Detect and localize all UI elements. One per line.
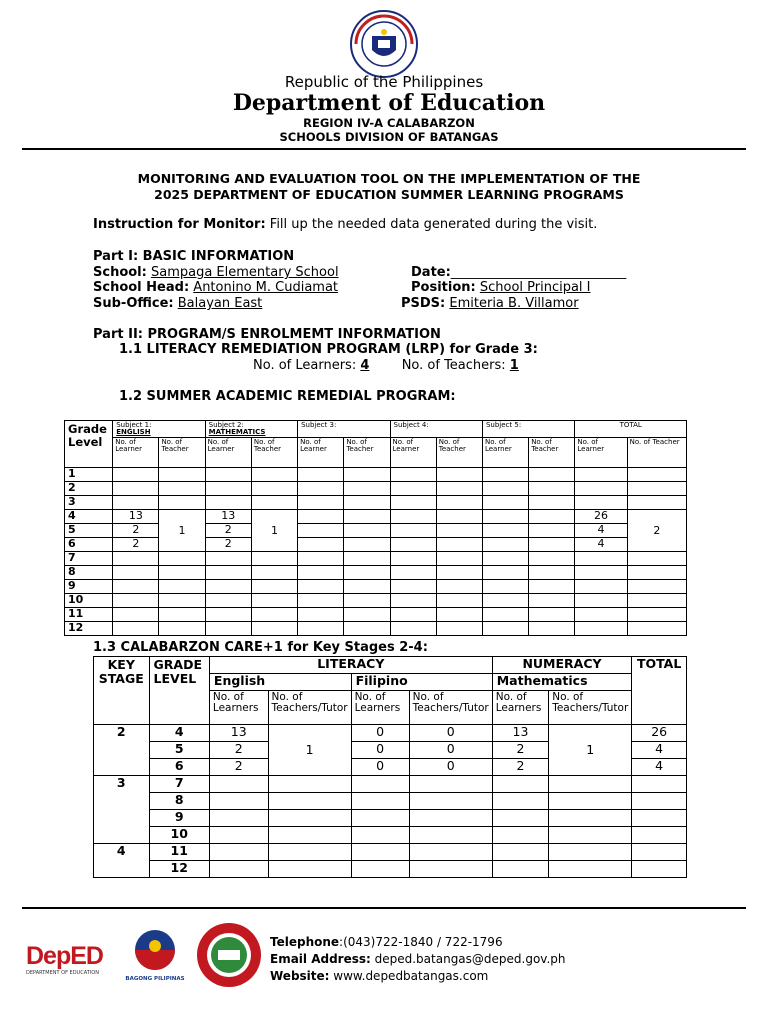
website-row xyxy=(270,968,566,985)
table-row xyxy=(65,566,687,580)
phone-value: :(043)722-1840 / 722-1796 xyxy=(339,935,503,949)
total-learners-g6: 4 xyxy=(575,538,627,552)
learners-label: No. of Learners: xyxy=(253,358,357,373)
psds-value: Emiteria B. Villamor xyxy=(449,296,579,311)
instruction-label: Instruction for Monitor: xyxy=(93,217,266,232)
table-row xyxy=(65,552,687,566)
filipino-header: Filipino xyxy=(351,674,492,691)
subject3-header: Subject 3: xyxy=(298,421,390,438)
table-row xyxy=(94,793,687,810)
table-row xyxy=(94,810,687,827)
grade-cell: 1 xyxy=(65,468,113,482)
grade-level-header: GRADE LEVEL xyxy=(149,657,209,725)
bagong-pilipinas-logo xyxy=(122,928,188,984)
phone-row xyxy=(270,934,566,951)
col-teacher: No. of Teacher xyxy=(159,438,205,468)
table-row xyxy=(65,622,687,636)
table-row xyxy=(65,482,687,496)
subject2-header xyxy=(205,421,297,438)
eng-learners-g4: 13 xyxy=(209,725,268,742)
footer-divider xyxy=(22,907,746,909)
subject4-header: Subject 4: xyxy=(390,421,482,438)
grade-cell: 10 xyxy=(149,827,209,844)
instruction xyxy=(93,217,597,232)
grade-cell: 7 xyxy=(149,776,209,793)
math-teachers: 1 xyxy=(251,510,297,552)
position-row xyxy=(411,280,591,295)
total-teachers: 2 xyxy=(627,510,686,552)
deped-logo-text: DepED xyxy=(26,942,103,970)
grade-cell: 10 xyxy=(65,594,113,608)
col-learner: No. of Learner xyxy=(575,438,627,468)
fil-teachers-g5: 0 xyxy=(409,742,492,759)
key-stage-cell: 4 xyxy=(94,844,150,878)
school-label: School: xyxy=(93,265,147,280)
mathematics-header: Mathematics xyxy=(492,674,632,691)
literacy-header: LITERACY xyxy=(209,657,492,674)
table-row xyxy=(94,776,687,793)
col-learner: No. of Learner xyxy=(482,438,528,468)
numeracy-header: NUMERACY xyxy=(492,657,632,674)
grade-cell: 8 xyxy=(65,566,113,580)
eng-learners-g6: 2 xyxy=(209,759,268,776)
region-text: REGION IV-A CALABARZON xyxy=(303,116,475,130)
subject1-header xyxy=(113,421,205,438)
total-learners-g4: 26 xyxy=(575,510,627,524)
deped-logo-sub: DEPARTMENT OF EDUCATION xyxy=(26,970,99,976)
col-teacher: No. of Teacher xyxy=(344,438,390,468)
grade-cell: 6 xyxy=(65,538,113,552)
grade-cell: 12 xyxy=(65,622,113,636)
col-teacher: No. of Teacher xyxy=(627,438,686,468)
part2-heading: Part II: PROGRAM/S ENROLMEMT INFORMATION xyxy=(93,327,441,342)
fil-learners-g6: 0 xyxy=(351,759,409,776)
republic-text: Republic of the Philippines xyxy=(284,73,484,91)
total-header: TOTAL xyxy=(575,421,687,438)
math-teachers: 1 xyxy=(549,725,632,776)
grade-level-header: Grade Level xyxy=(65,421,113,468)
fil-teachers-g4: 0 xyxy=(409,725,492,742)
math-learners-g4: 13 xyxy=(205,510,251,524)
grade-cell: 9 xyxy=(65,580,113,594)
fil-teachers-g6: 0 xyxy=(409,759,492,776)
subject2-name: MATHEMATICS xyxy=(208,428,266,436)
col-learners: No. of Learners xyxy=(351,691,409,725)
sarp-heading: 1.2 SUMMER ACADEMIC REMEDIAL PROGRAM: xyxy=(119,389,456,404)
website-label: Website: xyxy=(270,969,330,983)
table-row xyxy=(65,608,687,622)
school-row xyxy=(93,265,339,280)
grade-cell: 11 xyxy=(149,844,209,861)
lrp-heading: 1.1 LITERACY REMEDIATION PROGRAM (LRP) for Grade 3: xyxy=(119,342,538,357)
col-learner: No. of Learner xyxy=(113,438,159,468)
date-label: Date: xyxy=(411,265,451,280)
eng-teachers: 1 xyxy=(268,725,351,776)
grade-cell: 8 xyxy=(149,793,209,810)
col-learners: No. of Learners xyxy=(492,691,549,725)
psds-label: PSDS: xyxy=(401,296,446,311)
psds-row xyxy=(401,296,579,311)
position-label: Position: xyxy=(411,280,476,295)
grade-cell: 5 xyxy=(65,524,113,538)
subject2-label: Subject 2: xyxy=(208,421,244,429)
table-row xyxy=(94,725,687,742)
subject1-label: Subject 1: xyxy=(116,421,152,429)
math-learners-g6: 2 xyxy=(205,538,251,552)
head-value: Antonino M. Cudiamat xyxy=(193,280,339,295)
math-learners-g6: 2 xyxy=(492,759,549,776)
bagong-text: BAGONG PILIPINAS xyxy=(125,976,185,982)
lrp-counts xyxy=(253,358,519,373)
english-learners-g6: 2 xyxy=(113,538,159,552)
tool-title-line1: MONITORING AND EVALUATION TOOL ON THE IMPLEMENTATION OF THE xyxy=(137,171,641,186)
position-value: School Principal I xyxy=(479,280,591,295)
table-row xyxy=(65,594,687,608)
col-teachers: No. of Teachers/Tutor xyxy=(268,691,351,725)
school-value: Sampaga Elementary School xyxy=(150,265,339,280)
head-label: School Head: xyxy=(93,280,190,295)
col-teacher: No. of Teacher xyxy=(436,438,482,468)
total-learners-g5: 4 xyxy=(575,524,627,538)
header-divider xyxy=(22,148,746,150)
deped-seal xyxy=(350,10,418,78)
table-row xyxy=(65,468,687,482)
math-learners-g5: 2 xyxy=(492,742,549,759)
math-learners-g4: 13 xyxy=(492,725,549,742)
department-title: Department of Education xyxy=(232,90,546,116)
grade-cell: 9 xyxy=(149,810,209,827)
grade-cell: 4 xyxy=(65,510,113,524)
email-label: Email Address: xyxy=(270,952,371,966)
grade-cell: 11 xyxy=(65,608,113,622)
sarp-table xyxy=(64,420,687,636)
col-learner: No. of Learner xyxy=(205,438,251,468)
learners-value: 4 xyxy=(360,358,370,373)
table-row xyxy=(65,580,687,594)
date-line: ___________________________ xyxy=(450,265,627,280)
care-table xyxy=(93,656,687,878)
grade-cell: 12 xyxy=(149,861,209,878)
col-teacher: No. of Teacher xyxy=(529,438,575,468)
col-learners: No. of Learners xyxy=(209,691,268,725)
instruction-text: Fill up the needed data generated during the visit. xyxy=(265,217,598,232)
tool-title-line2: 2025 DEPARTMENT OF EDUCATION SUMMER LEARNING PROGRAMS xyxy=(154,187,624,202)
grade-cell: 3 xyxy=(65,496,113,510)
teachers-value: 1 xyxy=(509,358,519,373)
english-header: English xyxy=(209,674,351,691)
table-row xyxy=(65,510,687,524)
date-row xyxy=(411,265,626,280)
division-text: SCHOOLS DIVISION OF BATANGAS xyxy=(279,130,499,144)
total-g4: 26 xyxy=(632,725,687,742)
fil-learners-g4: 0 xyxy=(351,725,409,742)
grade-cell: 6 xyxy=(149,759,209,776)
col-teachers: No. of Teachers/Tutor xyxy=(409,691,492,725)
total-header: TOTAL xyxy=(632,657,687,725)
subject5-header: Subject 5: xyxy=(482,421,574,438)
head-row xyxy=(93,280,338,295)
table-row xyxy=(94,844,687,861)
email-row xyxy=(270,951,566,968)
col-teachers: No. of Teachers/Tutor xyxy=(549,691,632,725)
part1-heading: Part I: BASIC INFORMATION xyxy=(93,249,295,264)
col-teacher: No. of Teacher xyxy=(251,438,297,468)
english-learners-g5: 2 xyxy=(113,524,159,538)
suboffice-label: Sub-Office: xyxy=(93,296,174,311)
grade-cell: 7 xyxy=(65,552,113,566)
suboffice-row xyxy=(93,296,262,311)
total-g6: 4 xyxy=(632,759,687,776)
table-row xyxy=(65,538,687,552)
batangas-division-seal xyxy=(196,922,262,988)
key-stage-header: KEY STAGE xyxy=(94,657,150,725)
key-stage-cell: 2 xyxy=(94,725,150,776)
english-learners-g4: 13 xyxy=(113,510,159,524)
key-stage-cell: 3 xyxy=(94,776,150,844)
grade-cell: 2 xyxy=(65,482,113,496)
english-teachers: 1 xyxy=(159,510,205,552)
total-g5: 4 xyxy=(632,742,687,759)
table-row xyxy=(94,861,687,878)
grade-cell: 4 xyxy=(149,725,209,742)
phone-label: Telephone xyxy=(270,935,340,949)
website-value[interactable]: www.depedbatangas.com xyxy=(329,969,489,983)
table-row xyxy=(94,827,687,844)
table-row xyxy=(65,524,687,538)
subject1-name: ENGLISH xyxy=(116,428,151,436)
math-learners-g5: 2 xyxy=(205,524,251,538)
care-heading: 1.3 CALABARZON CARE+1 for Key Stages 2-4: xyxy=(93,640,428,655)
contact-block xyxy=(270,934,566,985)
email-value[interactable]: deped.batangas@deped.gov.ph xyxy=(370,952,566,966)
fil-learners-g5: 0 xyxy=(351,742,409,759)
suboffice-value: Balayan East xyxy=(177,296,263,311)
deped-logo xyxy=(26,942,106,976)
eng-learners-g5: 2 xyxy=(209,742,268,759)
grade-cell: 5 xyxy=(149,742,209,759)
col-learner: No. of Learner xyxy=(298,438,344,468)
col-learner: No. of Learner xyxy=(390,438,436,468)
table-row xyxy=(65,496,687,510)
teachers-label: No. of Teachers: xyxy=(401,358,506,373)
